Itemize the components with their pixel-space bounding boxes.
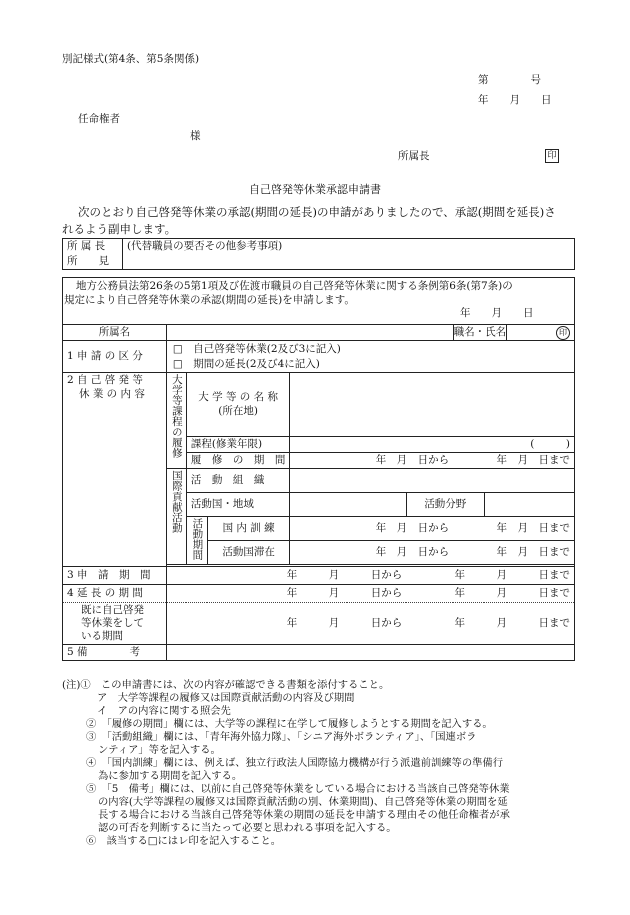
note-line: ② 「履修の期間」欄には、大学等の課程に在学して履修しようとする期間を記入する。	[86, 718, 493, 730]
appointer-label: 任命権者	[78, 113, 120, 125]
note-line: ③ 「活動組織」欄には、「青年海外協力隊」、「シニア海外ボランティア」、「国連ボラ	[86, 731, 477, 743]
section2-label: 2 自 己 啓 発 等 休 業 の 内 容	[63, 373, 167, 567]
seal-circle-icon: 印	[556, 326, 570, 340]
prior-leave-from[interactable]: 年 月 日から	[166, 603, 406, 645]
domestic-training-label: 国 内 訓 練	[207, 517, 290, 541]
section1-label: 1 申 請 の 区 分	[63, 341, 167, 373]
remarks-field[interactable]	[166, 645, 574, 661]
option-self-development-leave[interactable]: □ 自己啓発等休業(2及び3に記入)	[172, 342, 341, 355]
intro-line-1: 次のとおり自己啓発等休業の承認(期間の延長)の申請がありましたので、承認(期間を延長)さ	[78, 205, 556, 219]
activity-country-field[interactable]	[290, 493, 406, 517]
note-line: (注)① この申請書には、次の内容が確認できる書類を添付すること。	[62, 679, 390, 691]
option-period-extension[interactable]: □ 期間の延長(2及び4に記入)	[172, 357, 320, 370]
note-line: ⑤ 「5 備考」欄には、以前に自己啓発等休業をしている場合における当該自己啓発等休業	[86, 783, 510, 795]
activity-period-vertical-label: 活動期間	[186, 517, 207, 565]
section3-label: 3 申 請 期 間	[63, 567, 167, 585]
note-line: 認の可否を判断するに当たって必要と思われる事項を記入する。	[98, 822, 397, 834]
note-line: ア 大学等課程の履修又は国際貢献活動の内容及び期間	[97, 692, 355, 704]
section3-to[interactable]: 年 月 日まで	[406, 567, 574, 585]
domestic-training-to[interactable]: 年 月 日まで	[453, 517, 574, 541]
intl-contribution-vertical-label: 国際貢献活動	[166, 469, 186, 565]
appointer-sama: 様	[190, 130, 201, 142]
activity-org-label: 活 動 組 織	[186, 469, 290, 493]
activity-org-field[interactable]	[290, 469, 575, 493]
note-line: ⑥ 該当する□にはレ印を記入すること。	[86, 835, 282, 847]
prior-leave-to[interactable]: 年 月 日まで	[406, 603, 574, 645]
opinion-label	[63, 239, 123, 270]
section3-from[interactable]: 年 月 日から	[166, 567, 406, 585]
domestic-training-from[interactable]: 年 月 日から	[290, 517, 453, 541]
study-period-from[interactable]: 年 月 日から	[290, 453, 453, 469]
dept-head-label: 所属長	[398, 150, 430, 162]
section4-label: 4 延 長 の 期 間	[63, 585, 167, 603]
statement-line-1: 地方公務員法第26条の5第1項及び佐渡市職員の自己啓発等休業に関する条例第6条(第7条)の	[76, 280, 513, 292]
opinion-label-a: 所 属 長	[67, 240, 106, 252]
position-name-label: 職名・氏名	[453, 325, 507, 341]
note-line: 為に参加する期間を記入する。	[98, 770, 243, 782]
application-date[interactable]: 年 月 日	[460, 307, 534, 319]
seal-square-icon: 印	[545, 149, 559, 163]
form-label: 別記様式(第4条、第5条関係)	[62, 53, 200, 65]
note-line: ンティア」等を記入する。	[98, 744, 221, 756]
university-vertical-label: 大学等課程の履修	[166, 373, 186, 469]
section1-options	[166, 341, 574, 373]
opinion-table	[62, 238, 575, 270]
course-field[interactable]: ( )	[290, 437, 575, 453]
study-period-to[interactable]: 年 月 日まで	[453, 453, 574, 469]
activity-field-label: 活動分野	[406, 493, 484, 517]
study-period-label: 履 修 の 期 間	[186, 453, 290, 469]
note-line: 長する場合における当該自己啓発等休業の期間の延長を申請する理由その他任命権者が承	[98, 809, 510, 821]
section4-to[interactable]: 年 月 日まで	[406, 585, 574, 603]
activity-country-label: 活動国・地域	[186, 493, 290, 517]
note-line: イ アの内容に関する照会先	[97, 705, 231, 717]
note-line: ④ 「国内訓練」欄には、例えば、独立行政法人国際協力機構が行う派遣前訓練等の準備行	[86, 757, 504, 769]
prior-leave-period-label: 既に自己啓発 等休業をして いる期間	[63, 603, 167, 645]
university-name-label: 大 学 等 の 名 称 (所在地)	[186, 373, 290, 437]
intro-line-2: れるよう副申します。	[62, 222, 177, 236]
course-label: 課程(修業年限)	[186, 437, 290, 453]
university-name-field[interactable]	[290, 373, 575, 437]
country-stay-to[interactable]: 年 月 日まで	[453, 541, 574, 565]
activity-field-input[interactable]	[484, 493, 574, 517]
opinion-hint: (代替職員の要否その他参考事項)	[127, 240, 283, 252]
statement-line-2: 規定により自己啓発等休業の承認(期間の延長)を申請します。	[64, 294, 355, 306]
document-title: 自己啓発等休業承認申請書	[249, 183, 381, 196]
affiliation-field[interactable]	[166, 325, 453, 341]
application-statement	[62, 277, 575, 324]
country-stay-label: 活動国滞在	[207, 541, 290, 565]
document-number: 第 号	[478, 74, 541, 86]
affiliation-label: 所属名	[63, 325, 167, 341]
opinion-field[interactable]	[123, 239, 575, 270]
name-field[interactable]	[507, 325, 575, 341]
opinion-label-b: 所 見	[67, 255, 109, 267]
header-date: 年 月 日	[478, 94, 552, 106]
section4-from[interactable]: 年 月 日から	[166, 585, 406, 603]
note-line: の内容(大学等課程の履修又は国際貢献活動の別、休業期間)、自己啓発等休業の期間を延	[98, 796, 508, 808]
section5-label: 5 備 考	[63, 645, 167, 661]
country-stay-from[interactable]: 年 月 日から	[290, 541, 453, 565]
main-form-table	[62, 324, 575, 661]
